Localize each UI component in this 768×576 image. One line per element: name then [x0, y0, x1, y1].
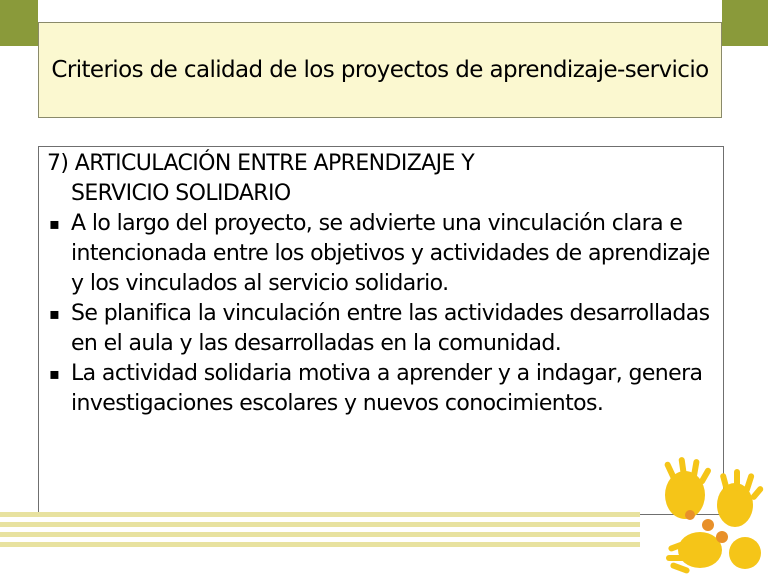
- header-block-left: [0, 0, 38, 46]
- bullet-square-icon: ▪: [49, 364, 60, 383]
- bullet-square-icon: ▪: [49, 214, 60, 233]
- list-item: [47, 299, 723, 359]
- content-box: [38, 146, 724, 515]
- section-heading-line1: 7) ARTICULACIÓN ENTRE APRENDIZAJE Y: [47, 151, 475, 176]
- stripe: [0, 542, 640, 547]
- list-item-text: Se planifica la vinculación entre las actividades desarrolladas en el aula y las desarrolladas en la comunidad.: [71, 301, 710, 356]
- list-item-text: La actividad solidaria motiva a aprender y a indagar, genera investigaciones escolares y nuevos conocimientos.: [71, 361, 703, 416]
- section-heading: [47, 149, 723, 209]
- section-heading-line2: SERVICIO SOLIDARIO: [71, 181, 291, 206]
- stripe: [0, 522, 640, 527]
- header-block-right: [722, 0, 768, 46]
- stripe: [0, 512, 640, 517]
- hands-logo-icon: [650, 455, 768, 576]
- bullet-list: [47, 209, 723, 419]
- title-box: [38, 22, 722, 118]
- list-item: [47, 359, 723, 419]
- slide-title: Criterios de calidad de los proyectos de aprendizaje-servicio: [51, 57, 709, 83]
- bullet-square-icon: ▪: [49, 304, 60, 323]
- list-item: [47, 209, 723, 299]
- list-item-text: A lo largo del proyecto, se advierte una vinculación clara e intencionada entre los objetivos y actividades de aprendizaje y los vinculados al servicio solidario.: [71, 211, 710, 296]
- stripe: [0, 532, 640, 537]
